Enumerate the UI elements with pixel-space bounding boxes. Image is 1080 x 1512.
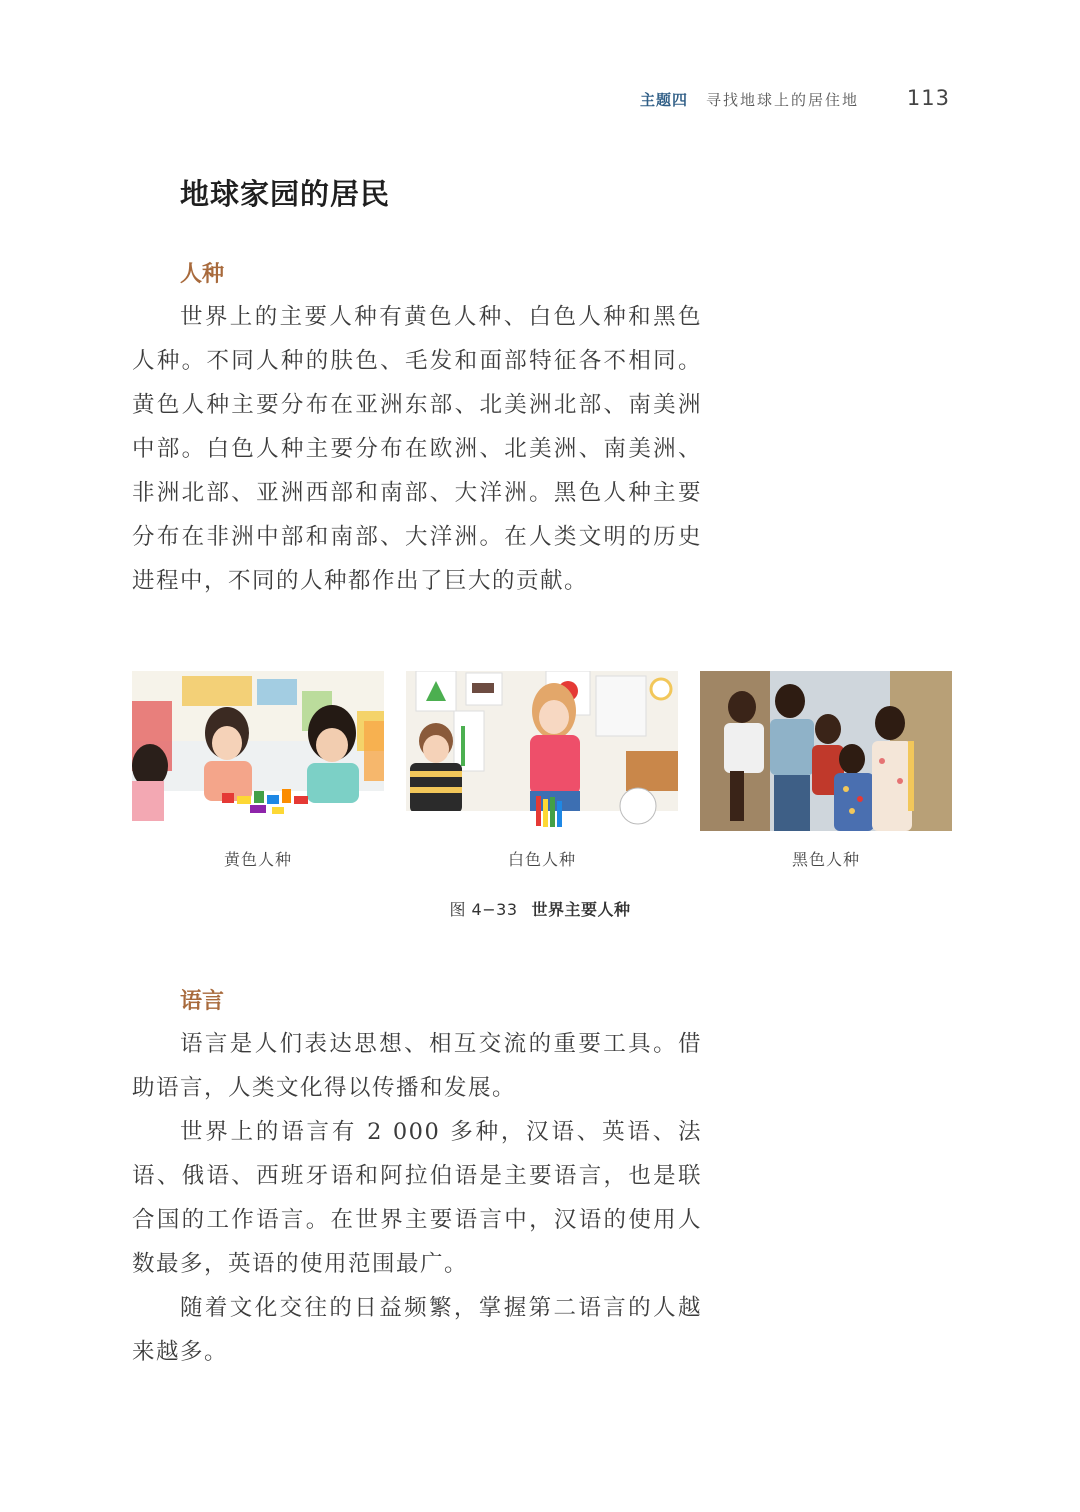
photo-caption: 黄色人种 [223, 850, 292, 869]
figure-caption [0, 897, 1080, 920]
race-paragraph: 世界上的主要人种有黄色人种、白色人种和黑色人种。不同人种的肤色、毛发和面部特征各不相同。黄色人种主要分布在亚洲东部、北美洲北部、南美洲中部。白色人种主要分布在欧洲、北美洲、南美洲、非洲北部、亚洲西部和南部、大洋洲。黑色人种主要分布在非洲中部和南部、大洋洲。在人类文明的历史进程中，不同的人种都作出了巨大的贡献。 [132, 304, 702, 594]
children-drawing-image [406, 671, 678, 831]
language-paragraph: 世界上的语言有 2 000 多种，汉语、英语、法语、俄语、西班牙语和阿拉伯语是主要语言，也是联合国的工作语言。在世界主要语言中，汉语的使用人数最多，英语的使用范围最广。 [132, 1119, 702, 1277]
chapter-title: 寻找地球上的居住地 [706, 91, 860, 109]
photo-yellow-race [132, 671, 384, 831]
photo-white-race [406, 671, 678, 831]
race-section-body [132, 295, 702, 603]
figure-title: 世界主要人种 [531, 900, 631, 919]
figure-photo-row [132, 671, 952, 871]
running-head [640, 86, 960, 116]
children-playing-blocks-image [132, 671, 384, 831]
language-paragraph: 随着文化交往的日益频繁，掌握第二语言的人越来越多。 [132, 1295, 702, 1365]
photo-black-race [700, 671, 952, 831]
race-section-heading: 人种 [180, 262, 225, 287]
children-group-image [700, 671, 952, 831]
theme-label: 主题四 [640, 91, 689, 109]
photo-caption: 黑色人种 [791, 850, 860, 869]
language-section-heading: 语言 [180, 989, 225, 1014]
figure-number: 图 4−33 [449, 900, 518, 919]
language-section-body [132, 1022, 702, 1374]
page-number: 113 [906, 86, 950, 110]
language-paragraph: 语言是人们表达思想、相互交流的重要工具。借助语言，人类文化得以传播和发展。 [132, 1031, 702, 1101]
page-title: 地球家园的居民 [180, 177, 391, 211]
photo-caption: 白色人种 [507, 850, 576, 869]
